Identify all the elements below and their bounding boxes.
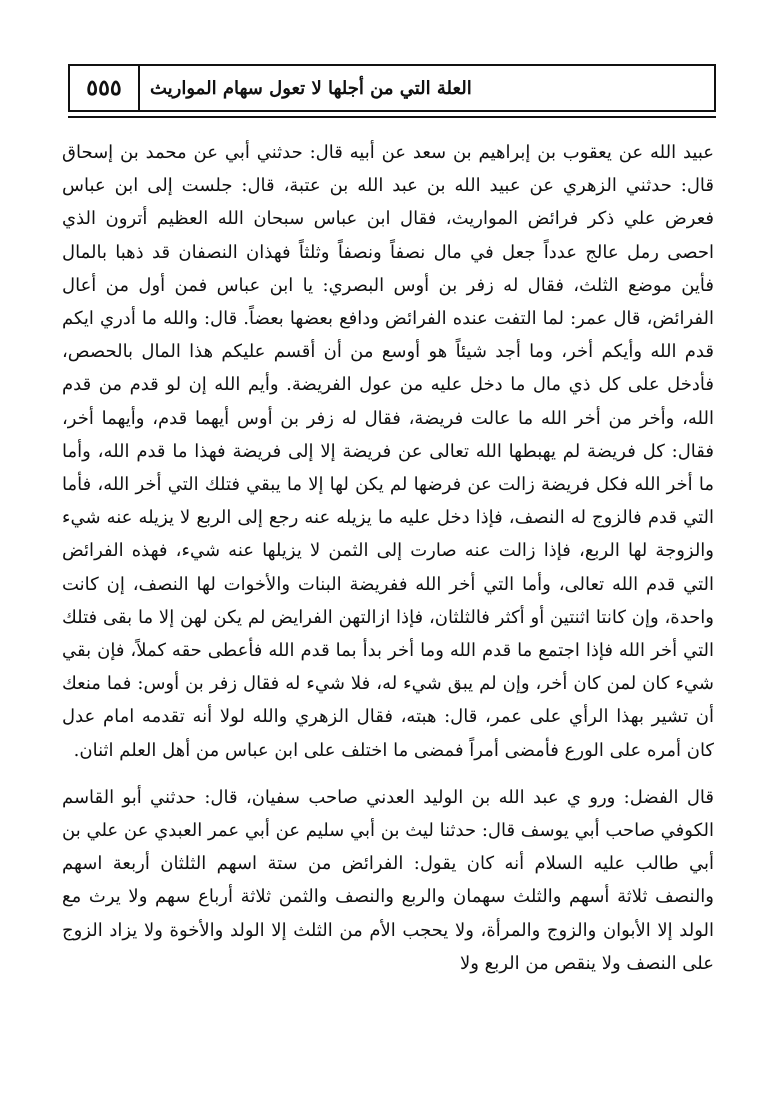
- body-text: [62, 136, 714, 980]
- page-number: ٥٥٥: [70, 66, 140, 110]
- page-header: [68, 64, 716, 112]
- running-title: العلة التي من أجلها لا تعول سهام المواريث: [150, 77, 472, 99]
- header-rule: [68, 116, 716, 118]
- paragraph-1: عبيد الله عن يعقوب بن إبراهيم بن سعد عن أبيه قال: حدثني أبي عن محمد بن إسحاق قال: حدثني الزهري عن عبيد الله بن عبد الله بن عتبة، قال: جلست إلى ابن عباس فعرض علي ذكر فرائض المواريث، فقال ابن عباس سبحان الله العظيم أترون الذي احصى رمل عالج عدداً جعل في مال نصفاً ونصفاً وثلثاً فهذان النصفان قد ذهبا بالمال فأين موضع الثلث، فقال له زفر بن أوس البصري: يا ابن عباس فمن أول من أعال الفرائض، قال عمر: لما التفت عنده الفرائض ودافع بعضها بعضاً. قال: والله ما أدري ايكم قدم الله وأيكم أخر، وما أجد شيئاً هو أوسع من أن أقسم عليكم هذا المال بالحصص، فأدخل على كل ذي مال ما دخل عليه من عول الفريضة. وأيم الله إن لو قدم من قدم الله، وأخر من أخر الله ما عالت فريضة، فقال له زفر بن أوس أيهما قدم، وأيهما أخر، فقال: كل فريضة لم يهبطها الله تعالى عن فريضة إلا إلى فريضة فهذا ما قدم الله، وأما ما أخر الله فكل فريضة زالت عن فرضها لم يكن لها إلا ما يبقي فتلك التي أخر الله، فأما التي قدم فالزوج له النصف، فإذا دخل عليه ما يزيله عنه رجع إلى الربع لا يزيله عنه شيء والزوجة لها الربع، فإذا زالت عنه صارت إلى الثمن لا يزيلها عنه شيء، فهذه الفرائض التي قدم الله تعالى، وأما التي أخر الله ففريضة البنات والأخوات لها النصف، إن كانت واحدة، وإن كانتا اثنتين أو أكثر فالثلثان، فإذا ازالتهن الفرايض لم يكن لهن إلا ما بقى فتلك التي أخر الله فإذا اجتمع ما قدم الله وما أخر بدأ بما قدم الله فأعطى حقه كملاً، فإن بقي شيء كان لمن كان أخر، وإن لم يبق شيء له، فلا شيء له فقال زفر بن أوس: فما منعك أن تشير بهذا الرأي على عمر، قال: هبته، فقال الزهري والله لولا أنه تقدمه امام عدل كان أمره على الورع فأمضى أمراً فمضى ما اختلف على ابن عباس من أهل العلم اثنان.: [62, 142, 714, 761]
- paragraph-2: قال الفضل: ورو ي عبد الله بن الوليد العدني صاحب سفيان، قال: حدثني أبو القاسم الكوفي صاحب أبي يوسف قال: حدثنا ليث بن أبي سليم عن أبي عمر العبدي عن علي بن أبي طالب عليه السلام أنه كان يقول: الفرائض من ستة اسهم الثلثان أربعة اسهم والنصف ثلاثة أسهم والثلث سهمان والربع والنصف والثمن ثلاثة أرباع سهم ولا يرث مع الولد إلا الأبوان والزوج والمرأة، ولا يحجب الأم من الثلث إلا الولد والأخوة ولا يزاد الزوج على النصف ولا ينقص من الربع ولا: [62, 786, 714, 974]
